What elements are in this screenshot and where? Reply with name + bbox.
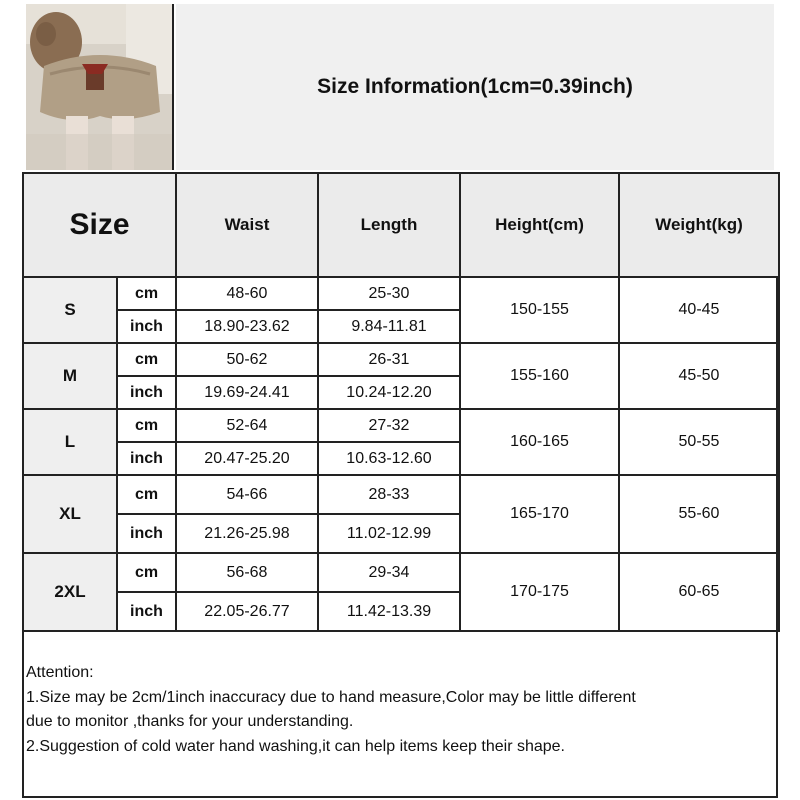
waist-inch: 18.90-23.62 [176,310,318,343]
note-line-1: 1.Size may be 2cm/1inch inaccuracy due to hand measure,Color may be little different [26,688,636,706]
length-cm: 26-31 [318,343,460,376]
waist-cm: 56-68 [176,553,318,592]
unit-cm: cm [117,409,176,442]
notes-heading: Attention: [26,664,94,681]
title-band [176,4,774,170]
size-label: S [23,277,117,343]
header [22,0,778,174]
table-row [23,553,779,592]
waist-inch: 20.47-25.20 [176,442,318,475]
size-label: XL [23,475,117,553]
unit-cm: cm [117,277,176,310]
unit-cm: cm [117,343,176,376]
header-height: Height(cm) [460,173,619,277]
waist-cm: 52-64 [176,409,318,442]
waist-cm: 54-66 [176,475,318,514]
waist-cm: 48-60 [176,277,318,310]
waist-inch: 21.26-25.98 [176,514,318,553]
height-value: 160-165 [460,409,619,475]
height-value: 170-175 [460,553,619,631]
note-line-2: 2.Suggestion of cold water hand washing,it can help items keep their shape. [26,737,565,755]
length-cm: 28-33 [318,475,460,514]
weight-value: 60-65 [619,553,779,631]
waist-inch: 19.69-24.41 [176,376,318,409]
weight-value: 50-55 [619,409,779,475]
length-inch: 11.42-13.39 [318,592,460,631]
product-photo [26,4,174,170]
weight-value: 40-45 [619,277,779,343]
height-value: 165-170 [460,475,619,553]
weight-value: 55-60 [619,475,779,553]
waist-cm: 50-62 [176,343,318,376]
length-cm: 25-30 [318,277,460,310]
size-table [22,172,780,632]
table-row [23,409,779,442]
waist-inch: 22.05-26.77 [176,592,318,631]
attention-notes [26,661,766,759]
length-inch: 10.63-12.60 [318,442,460,475]
length-cm: 27-32 [318,409,460,442]
header-size: Size [23,173,176,277]
unit-cm: cm [117,553,176,592]
table-row [23,343,779,376]
size-label: 2XL [23,553,117,631]
table-row [23,277,779,310]
length-inch: 11.02-12.99 [318,514,460,553]
weight-value: 45-50 [619,343,779,409]
page-title: Size Information(1cm=0.39inch) [317,75,633,98]
unit-inch: inch [117,310,176,343]
header-weight: Weight(kg) [619,173,779,277]
unit-cm: cm [117,475,176,514]
unit-inch: inch [117,376,176,409]
size-label: M [23,343,117,409]
table-row [23,475,779,514]
unit-inch: inch [117,442,176,475]
header-length: Length [318,173,460,277]
size-label: L [23,409,117,475]
height-value: 150-155 [460,277,619,343]
unit-inch: inch [117,592,176,631]
length-cm: 29-34 [318,553,460,592]
header-waist: Waist [176,173,318,277]
length-inch: 10.24-12.20 [318,376,460,409]
unit-inch: inch [117,514,176,553]
table-header-row [23,173,779,277]
height-value: 155-160 [460,343,619,409]
note-line-1-cont: due to monitor ,thanks for your understanding. [26,713,354,730]
length-inch: 9.84-11.81 [318,310,460,343]
